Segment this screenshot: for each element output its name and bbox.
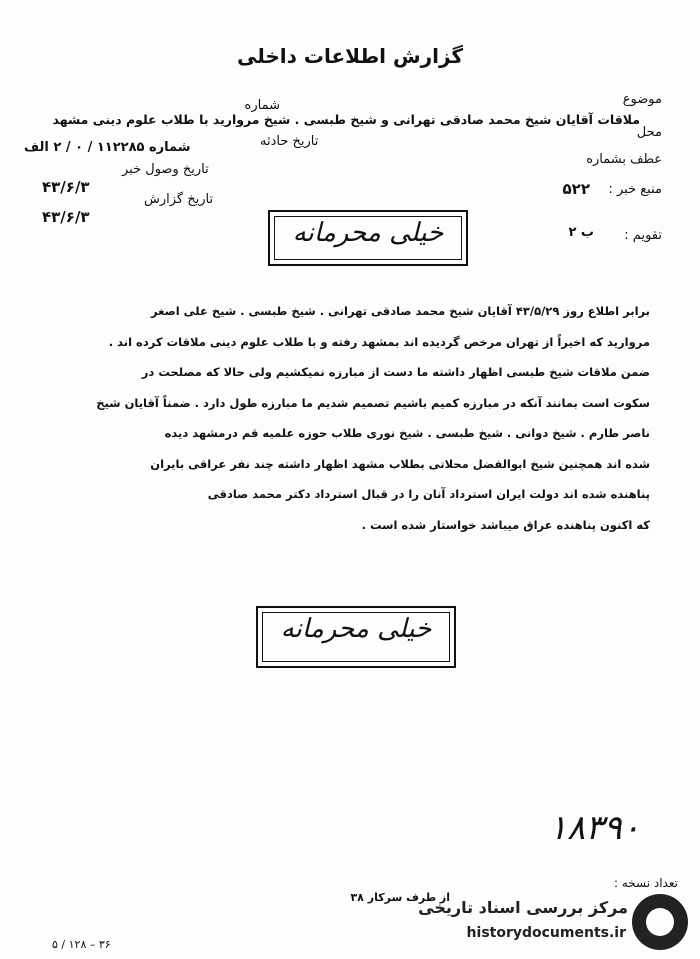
report-date-value: ۴۳/۶/۳ bbox=[42, 208, 90, 226]
body-line: پناهنده شده اند دولت ایران استرداد آنان را در قبال استرداد دکتر محمد صادقی bbox=[207, 487, 650, 501]
page-title: گزارش اطلاعات داخلی bbox=[236, 44, 464, 68]
followup-label: عطف بشماره bbox=[586, 152, 662, 167]
archive-logo-icon bbox=[632, 894, 688, 950]
bottom-confidential-stamp bbox=[256, 606, 456, 668]
bottom-stamp-text: خیلی محرمانه bbox=[280, 614, 432, 644]
body-line: مروارید که اخیراً از تهران مرخص گردیده اند بمشهد رفته و با طلاب علوم دینی ملاقات کرده اند . bbox=[108, 334, 650, 349]
receipt-date-label: تاریخ وصول خبر bbox=[122, 162, 209, 177]
watermark-title: مرکز بررسی اسناد تاریخی bbox=[418, 898, 628, 917]
body-line: که اکنون پناهنده عراق میباشد خواستار شده است . bbox=[361, 517, 650, 532]
body-line: شده اند همچنین شیخ ابوالفضل محلاتی بطلاب مشهد اظهار داشته چند نفر عراقی بایران bbox=[150, 456, 650, 471]
number-label: شماره bbox=[244, 98, 280, 113]
watermark-url: historydocuments.ir bbox=[466, 925, 626, 941]
body-line: برابر اطلاع روز ۴۳/۵/۲۹ آقایان شیخ محمد صادقی تهرانی . شیخ طبسی . شیخ علی اصغر bbox=[150, 304, 650, 318]
report-date-label: تاریخ گزارش bbox=[144, 192, 214, 207]
report-body bbox=[50, 296, 650, 540]
location-label: محل bbox=[636, 125, 662, 140]
body-line: ناصر طارم . شیخ دوانی . شیخ طبسی . شیخ نوری طلاب حوزه علمیه قم درمشهد دیده bbox=[164, 426, 650, 440]
source-value: ۵۲۲ bbox=[562, 180, 590, 198]
event-date-value: شماره ۱۱۲۲۸۵ / ۰ / ۲ الف bbox=[24, 140, 191, 155]
signature-line: از طرف سرکار ۳۸ bbox=[350, 891, 450, 904]
top-confidential-stamp bbox=[268, 210, 468, 266]
subject-value: ملاقات آقایان شیخ محمد صادقی تهرانی و شیخ طبسی . شیخ مروارید با طلاب علوم دینی مشهد bbox=[52, 112, 640, 127]
subject-label: موضوع bbox=[622, 92, 662, 107]
handwritten-archive-number: ۱۸۳۹۰ bbox=[548, 808, 640, 848]
event-date-label: تاریخ حادثه bbox=[260, 134, 319, 149]
archive-logo-inner bbox=[646, 908, 674, 936]
assessment-label: تقویم : bbox=[624, 228, 662, 243]
copies-label: تعداد نسخه : bbox=[613, 876, 678, 890]
form-code: ۳۶ – ۱۲۸ / ۵ bbox=[52, 938, 111, 951]
receipt-date-value: ۴۳/۶/۳ bbox=[42, 178, 90, 196]
body-line: سکوت است بمانند آنکه در مبارزه کمیم باشیم تصمیم شدیم ما مبارزه طول دارد . ضمناً آقایان شیخ bbox=[96, 395, 650, 410]
top-stamp-text: خیلی محرمانه bbox=[292, 218, 444, 248]
assessment-value: ب ۲ bbox=[568, 225, 594, 240]
body-line: ضمن ملاقات شیخ طبسی اظهار داشته ما دست از مبارزه نمیکشیم ولی حالا که مصلحت در bbox=[141, 365, 650, 379]
source-label: منبع خبر : bbox=[608, 182, 662, 197]
